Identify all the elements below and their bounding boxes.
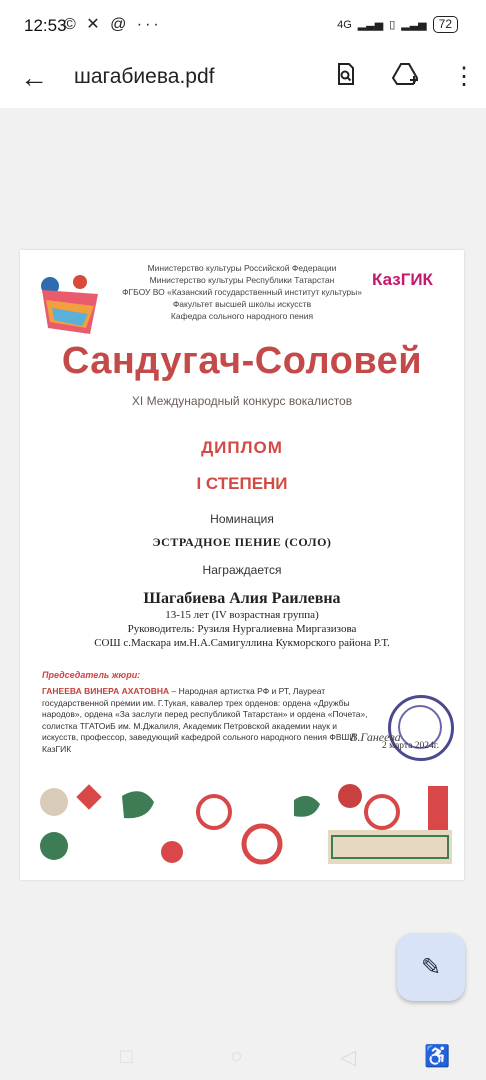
document-title: шагабиева.pdf (74, 65, 215, 88)
age-group: 13-15 лет (IV возрастная группа) (165, 609, 319, 621)
back-nav-icon[interactable]: ◁ (340, 1046, 357, 1069)
notification-icons: © ✕ @ ··· (64, 16, 162, 33)
pdf-page (20, 250, 464, 880)
status-bar (0, 0, 486, 50)
kazgik-logo (372, 262, 447, 308)
winner-name: Шагабиева Алия Раилевна (143, 590, 341, 607)
app-bar (0, 50, 486, 108)
nomination-value: ЭСТРАДНОЕ ПЕНИЕ (СОЛО) (152, 535, 332, 549)
jury-chair-info (42, 686, 372, 756)
system-nav-bar (0, 1035, 486, 1080)
school: СОШ с.Маскара им.Н.А.Самигуллина Кукморского района Р.Т. (94, 637, 390, 649)
nomination-label: Номинация (210, 512, 274, 526)
jury-chair-label: Председатель жюри: (42, 670, 141, 680)
accessibility-icon[interactable]: ♿ (424, 1045, 451, 1068)
signal-icon-2: ▂▃▅ (401, 19, 427, 31)
decorative-ornament (32, 782, 452, 872)
supervisor: Руководитель: Рузиля Нургалиевна Миргазизова (127, 623, 357, 635)
kazgik-logo-text: КазГИК (372, 270, 433, 289)
network-label: 4G (337, 18, 352, 31)
pen-icon: ✎ (420, 953, 442, 981)
stamp-seal (388, 695, 454, 761)
header-line: Кафедра сольного народного пения (170, 311, 314, 321)
jury-chair-name: ГАНЕЕВА ВИНЕРА АХАТОВНА (42, 686, 170, 696)
status-icons (337, 16, 458, 33)
header-line: Факультет высшей школы искусств (172, 299, 312, 309)
search-document-icon[interactable] (334, 62, 358, 92)
home-icon[interactable]: ○ (230, 1045, 243, 1068)
awarded-label: Награждается (202, 563, 282, 577)
header-line: Министерство культуры Российской Федерации (147, 263, 337, 273)
recent-apps-icon[interactable]: □ (120, 1045, 133, 1068)
add-to-drive-icon[interactable] (392, 62, 420, 92)
contest-subtitle: XI Международный конкурс вокалистов (131, 394, 353, 408)
diploma-degree: I СТЕПЕНИ (196, 474, 288, 493)
battery-icon: 72 (433, 16, 458, 33)
annotate-fab[interactable] (397, 933, 465, 1001)
signal-icon: ▂▃▅ (357, 19, 384, 31)
issue-date: 2 марта 2024г. (382, 741, 439, 751)
header-line: ФГБОУ ВО «Казанский государственный институт культуры» (122, 287, 362, 297)
diploma-title: ДИПЛОМ (201, 438, 283, 457)
signature: В.Ганеева (350, 730, 401, 744)
contest-title: Сандугач-Соловей (61, 340, 423, 382)
jury-chair-description: – Народная артистка РФ и РТ, Лауреат государственной премии им. Г.Тукая, кавалер трех орденов: ордена «Дружбы народов», ордена «За заслуги перед республикой Татарстан» и ордена «Почета», солистка ТГАТОиБ им. М.Джалиля, Академик Петровской академии наук и искусств, профессор, заведующий кафедрой сольного народного пения ФВШИ КазГИК (42, 686, 368, 754)
more-options-icon[interactable]: ⋮ (452, 63, 476, 90)
header-line: Министерство культуры Республики Татарстан (149, 275, 335, 285)
clock: 12:53 (24, 16, 67, 35)
back-arrow-icon[interactable]: ← (20, 62, 48, 93)
volte-icon: ▯ (389, 19, 396, 31)
